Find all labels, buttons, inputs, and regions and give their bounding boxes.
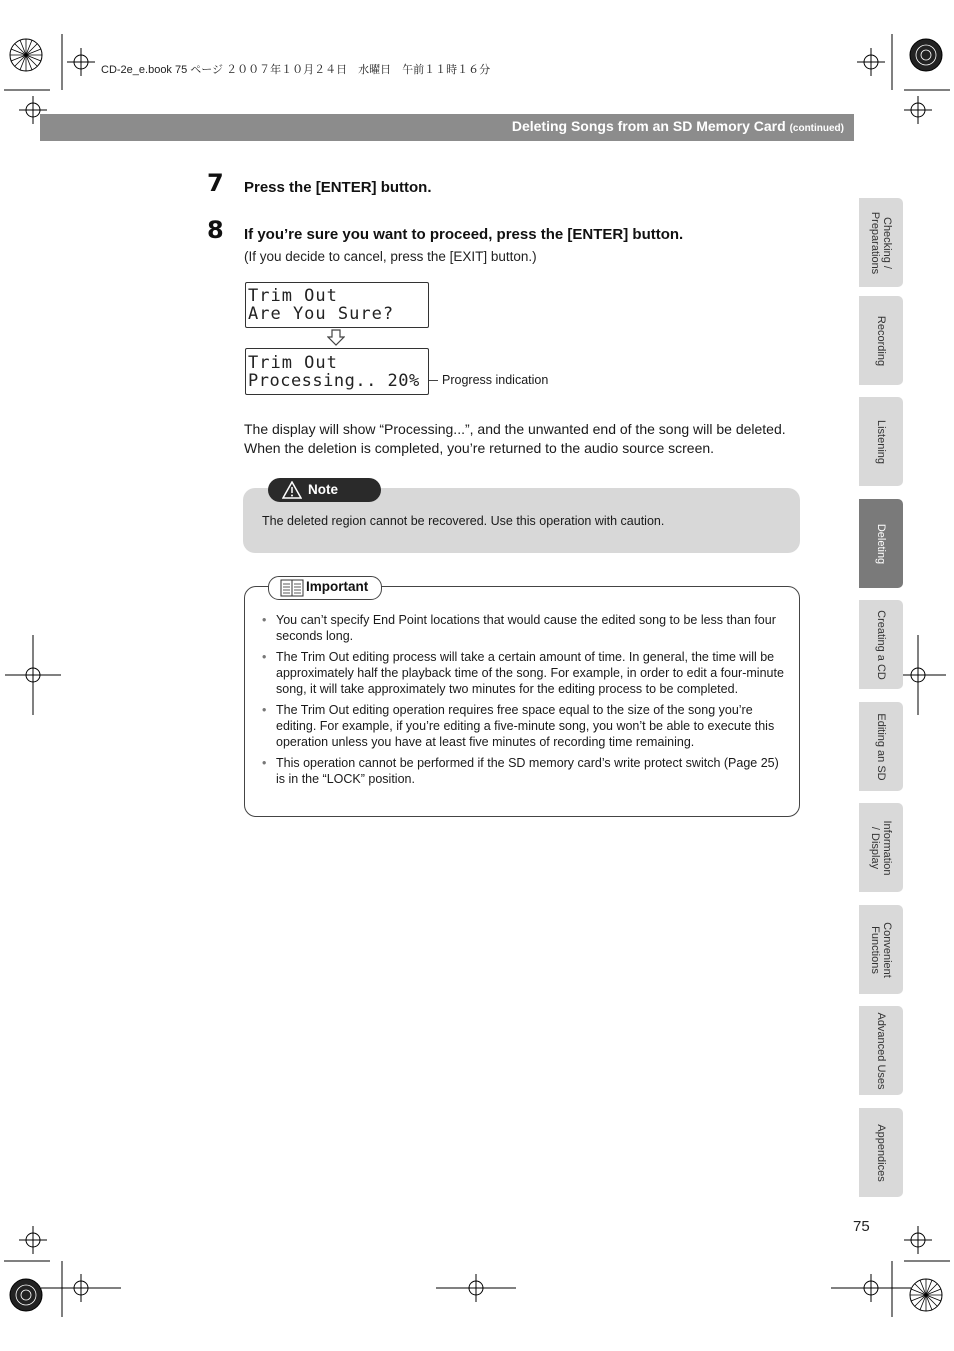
side-tab-advanced-uses[interactable] <box>859 1006 903 1095</box>
bullet-dot: • <box>262 613 267 627</box>
page-number: 75 <box>853 1218 870 1235</box>
lcd-screen-processing <box>245 348 429 395</box>
note-label: Note <box>308 482 338 497</box>
side-tab-recording[interactable] <box>859 296 903 385</box>
list-item <box>262 649 784 697</box>
callout-line <box>429 380 438 381</box>
list-item-text: You can’t specify End Point locations that would cause the edited song to be less than four seconds long. <box>276 613 776 643</box>
lcd-line-2: Are You Sure? <box>248 304 395 324</box>
list-item <box>262 702 784 750</box>
side-tab-label: Information / Display <box>869 819 893 876</box>
side-tab-creating-a-cd[interactable] <box>859 600 903 689</box>
side-tab-information-display[interactable] <box>859 803 903 892</box>
body-line-1: The display will show “Processing...”, and the unwanted end of the song will be deleted. <box>244 421 786 437</box>
side-tab-label: Convenient Functions <box>869 921 893 978</box>
lcd-line-2: Processing.. 20% <box>248 371 420 391</box>
step-8-text: If you’re sure you want to proceed, press the [ENTER] button. <box>244 226 684 243</box>
side-tab-appendices[interactable] <box>859 1108 903 1197</box>
important-tab <box>268 576 382 600</box>
progress-indication-label: Progress indication <box>442 373 549 387</box>
side-tab-label: Advanced Uses <box>875 1011 887 1090</box>
down-arrow-icon <box>327 329 345 346</box>
side-tab-label: Appendices <box>875 1123 887 1182</box>
important-label: Important <box>306 579 369 594</box>
print-info: CD-2e_e.book 75 ページ ２００７年１０月２４日 水曜日 午前１１時１６分 <box>101 64 491 76</box>
list-item <box>262 755 784 787</box>
bullet-dot: • <box>262 703 267 717</box>
side-tab-label: Deleting <box>875 523 887 564</box>
side-tab-listening[interactable] <box>859 397 903 486</box>
side-tab-label: Creating a CD <box>875 609 887 680</box>
side-tab-label: Editing an SD <box>875 712 887 781</box>
note-tab <box>268 478 381 502</box>
lcd-screen-confirm <box>245 282 429 328</box>
important-list <box>262 612 784 792</box>
step-number-7: 7 <box>207 169 224 197</box>
side-tab-deleting[interactable] <box>859 499 903 588</box>
side-tab-label: Checking / Preparations <box>869 211 893 274</box>
lcd-line-1: Trim Out <box>248 353 338 373</box>
step-8-subtext: (If you decide to cancel, press the [EXIT] button.) <box>244 249 537 264</box>
list-item-text: The Trim Out editing process will take a certain amount of time. In general, the time will be approximately half the playback time of the song. For example, in order to edit a four-minute song, it will take approximately two minutes for the editing process to be completed. <box>276 650 784 696</box>
list-item <box>262 612 784 644</box>
continued-label: (continued) <box>789 123 844 134</box>
list-item-text: This operation cannot be performed if the SD memory card’s write protect switch (Page 25) is in the “LOCK” position. <box>276 756 779 786</box>
step-7-text: Press the [ENTER] button. <box>244 179 432 196</box>
section-header <box>40 114 854 141</box>
step-number-8: 8 <box>207 216 224 244</box>
bullet-dot: • <box>262 650 267 664</box>
bullet-dot: • <box>262 756 267 770</box>
note-text: The deleted region cannot be recovered. Use this operation with caution. <box>262 514 665 528</box>
side-tab-label: Recording <box>875 315 887 366</box>
section-title-text: Deleting Songs from an SD Memory Card <box>511 118 786 134</box>
side-tab-convenient-functions[interactable] <box>859 905 903 994</box>
side-tab-editing-an-sd[interactable] <box>859 702 903 791</box>
side-tab-label: Listening <box>875 419 887 464</box>
body-line-2: When the deletion is completed, you’re returned to the audio source screen. <box>244 440 715 456</box>
list-item-text: The Trim Out editing operation requires free space equal to the size of the song you’re editing. For example, if you’re editing a five-minute song, you won’t be able to execute this operation unless you have at least five minutes of recording time remaining. <box>276 703 775 749</box>
warning-triangle-icon <box>282 481 302 499</box>
open-book-icon <box>280 579 304 597</box>
section-title <box>512 118 844 134</box>
lcd-line-1: Trim Out <box>248 286 338 306</box>
side-tab-checking-preparations[interactable] <box>859 198 903 287</box>
